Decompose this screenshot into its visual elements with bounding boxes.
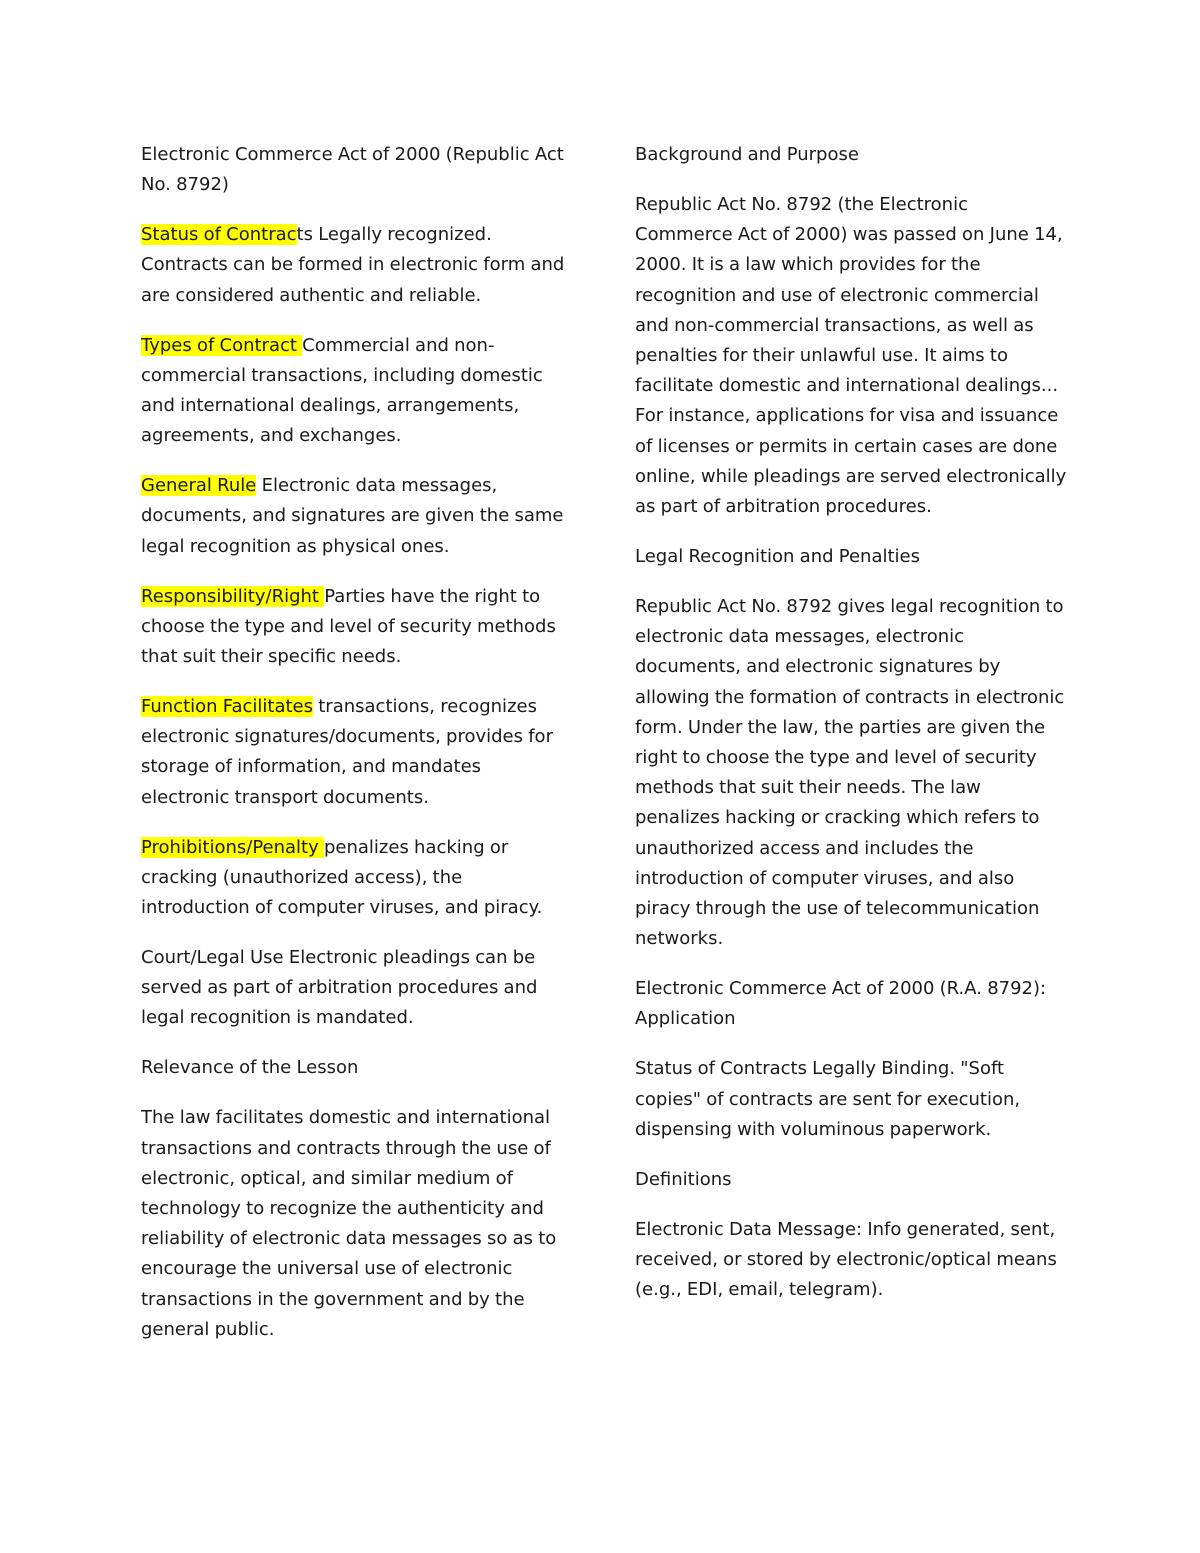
court-legal-use: Court/Legal Use Electronic pleadings can be served as part of arbitration procedures and legal recognition is mandated. bbox=[141, 947, 538, 1029]
item-status-of-contracts bbox=[141, 220, 573, 311]
definitions-body: Electronic Data Message: Info generated, sent, received, or stored by electronic/optical means (e.g., EDI, email, telegram). bbox=[635, 1218, 1057, 1301]
item-text: Parties have the right to choose the type and level of security methods that suit their specific needs. bbox=[141, 585, 556, 668]
highlight-label: Types of Contract bbox=[141, 334, 303, 356]
item-text: Electronic data messages, documents, and signatures are given the same legal recognition as physical ones. bbox=[141, 475, 564, 557]
item-general-rule bbox=[141, 471, 573, 562]
application-heading: Electronic Commerce Act of 2000 (R.A. 8792): Application bbox=[635, 978, 1047, 1030]
item-responsibility-right bbox=[141, 582, 573, 673]
highlight-label: Status of Contrac bbox=[141, 224, 297, 246]
item-text: transactions, recognizes electronic signatures/documents, provides for storage of information, and mandates electronic transport documents. bbox=[141, 696, 553, 808]
item-text: Commercial and non-commercial transactions, including domestic and international dealings, arrangements, agreements, and exchanges. bbox=[141, 334, 543, 447]
highlight-label: Function Facilitates bbox=[141, 696, 314, 718]
legal-recognition-body: Republic Act No. 8792 gives legal recognition to electronic data messages, electronic documents, and electronic signatures by allowing the formation of contracts in electronic form. Under the law, the parties are given the right to choose the type and level of security methods that suit their needs. The law penalizes hacking or cracking which refers to unauthorized access and includes the introduction of computer viruses, and also piracy through the use of telecommunication networks. bbox=[635, 596, 1065, 950]
relevance-body: The law facilitates domestic and international transactions and contracts through the use of electronic, optical, and similar medium of technology to recognize the authenticity and reliability of electronic data messages so as to encourage the universal use of electronic transactions in the government and by the general public. bbox=[141, 1107, 557, 1340]
background-heading: Background and Purpose bbox=[635, 144, 859, 165]
item-text: penalizes hacking or cracking (unauthorized access), the introduction of computer viruses, and piracy. bbox=[141, 836, 543, 919]
background-body: Republic Act No. 8792 (the Electronic Commerce Act of 2000) was passed on June 14, 2000. It is a law which provides for the recognition and use of electronic commercial and non-commercial transactions, as well as penalties for their unlawful use. It aims to facilitate domestic and international dealings... For instance, applications for visa and issuance of licenses or permits in certain cases are done online, while pleadings are served electronically as part of arbitration procedures. bbox=[635, 194, 1067, 518]
definitions-heading: Definitions bbox=[635, 1168, 732, 1190]
legal-recognition-heading: Legal Recognition and Penalties bbox=[635, 546, 921, 568]
right-column bbox=[635, 140, 1067, 1325]
item-text: ts Legally recognized. Contracts can be formed in electronic form and are considered authentic and reliable. bbox=[141, 224, 565, 306]
relevance-heading: Relevance of the Lesson bbox=[141, 1057, 359, 1079]
item-types-of-contract bbox=[141, 331, 573, 452]
document-title: Electronic Commerce Act of 2000 (Republic Act No. 8792) bbox=[141, 144, 564, 196]
highlight-label: Responsibility/Right bbox=[141, 585, 325, 607]
left-column bbox=[141, 140, 573, 1365]
application-body: Status of Contracts Legally Binding. "Soft copies" of contracts are sent for execution, dispensing with voluminous paperwork. bbox=[635, 1058, 1021, 1140]
highlight-label: General Rule bbox=[141, 475, 257, 497]
item-prohibitions-penalty bbox=[141, 833, 573, 924]
highlight-label: Prohibitions/Penalty bbox=[141, 836, 324, 858]
item-function bbox=[141, 692, 573, 813]
